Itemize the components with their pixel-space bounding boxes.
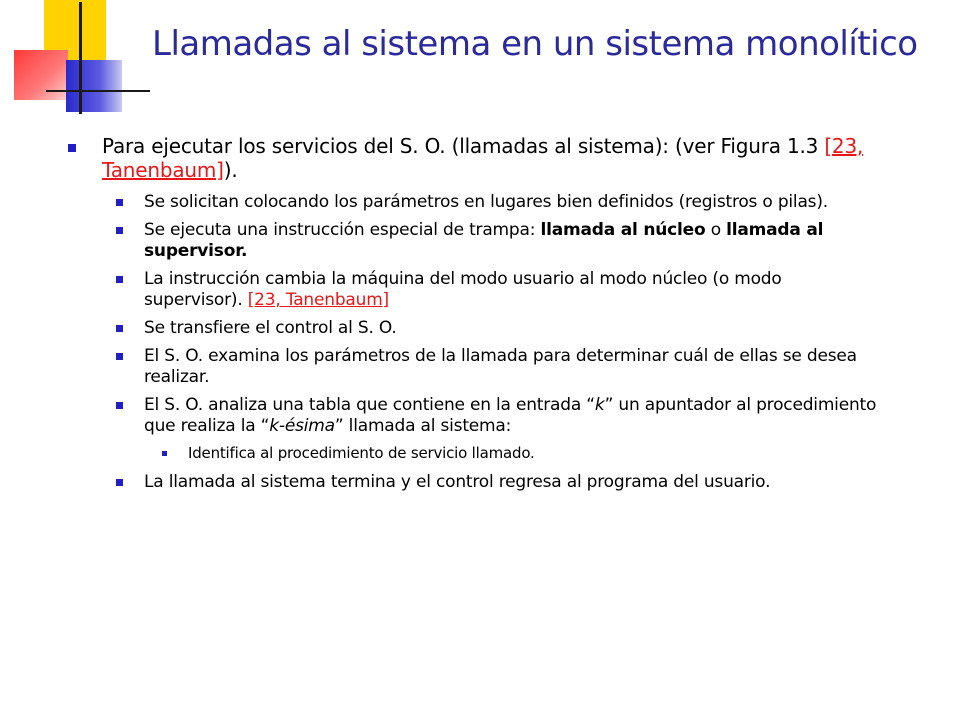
bullet-text: ). — [223, 158, 238, 182]
bold-term: llamada al supervisor. — [144, 220, 824, 261]
bullet-text: Se transfiere el control al S. O. — [144, 318, 397, 338]
sub-bullet-item — [64, 472, 884, 493]
sub-sub-bullet-item — [64, 444, 884, 463]
logo-blue-square — [66, 60, 122, 112]
bullet-text: Identifica al procedimiento de servicio llamado. — [188, 444, 535, 462]
sub-bullet-item — [64, 269, 884, 311]
bullet-square-icon — [116, 353, 123, 360]
bullet-square-icon — [116, 325, 123, 332]
bullet-list — [64, 134, 884, 500]
bullet-text: Se ejecuta una instrucción especial de trampa: — [144, 220, 541, 240]
bullet-square-icon — [162, 451, 167, 456]
bullet-text: o — [705, 220, 727, 240]
bold-term: llamada al núcleo — [540, 220, 706, 240]
reference-link-tanenbaum[interactable]: [23, Tanenbaum] — [102, 134, 864, 182]
sub-bullet-item — [64, 220, 884, 262]
sub-bullet-item — [64, 192, 884, 213]
bullet-square-icon — [116, 402, 123, 409]
bullet-text: Para ejecutar los servicios del S. O. (llamadas al sistema): (ver Figura 1.3 — [102, 134, 825, 158]
bullet-text: La instrucción cambia la máquina del modo usuario al modo núcleo (o modo supervisor). — [144, 269, 782, 310]
logo-vertical-line — [79, 2, 82, 114]
bullet-square-icon — [68, 144, 76, 152]
sub-bullet-item — [64, 346, 884, 388]
sub-bullet-item — [64, 395, 884, 437]
logo-red-square — [14, 50, 68, 100]
sub-bullet-item — [64, 318, 884, 339]
slide-title: Llamadas al sistema en un sistema monolítico — [152, 24, 918, 64]
bullet-text: Se solicitan colocando los parámetros en lugares bien definidos (registros o pilas). — [144, 192, 828, 212]
bullet-text: ” llamada al sistema: — [334, 416, 512, 436]
bullet-square-icon — [116, 276, 123, 283]
italic-term: k — [594, 395, 605, 415]
bullet-square-icon — [116, 479, 123, 486]
bullet-text: La llamada al sistema termina y el control regresa al programa del usuario. — [144, 472, 771, 492]
bullet-text: El S. O. analiza una tabla que contiene en la entrada “ — [144, 395, 595, 415]
logo-horizontal-line — [46, 90, 150, 92]
bullet-square-icon — [116, 227, 123, 234]
bullet-text: El S. O. examina los parámetros de la llamada para determinar cuál de ellas se desea realizar. — [144, 346, 857, 387]
bullet-item-servicios — [64, 134, 884, 182]
reference-link-tanenbaum[interactable]: [23, Tanenbaum] — [247, 290, 389, 310]
italic-term: k-ésima — [269, 416, 335, 436]
bullet-text: ” un apuntador al procedimiento que realiza la “ — [144, 395, 877, 436]
bullet-square-icon — [116, 199, 123, 206]
